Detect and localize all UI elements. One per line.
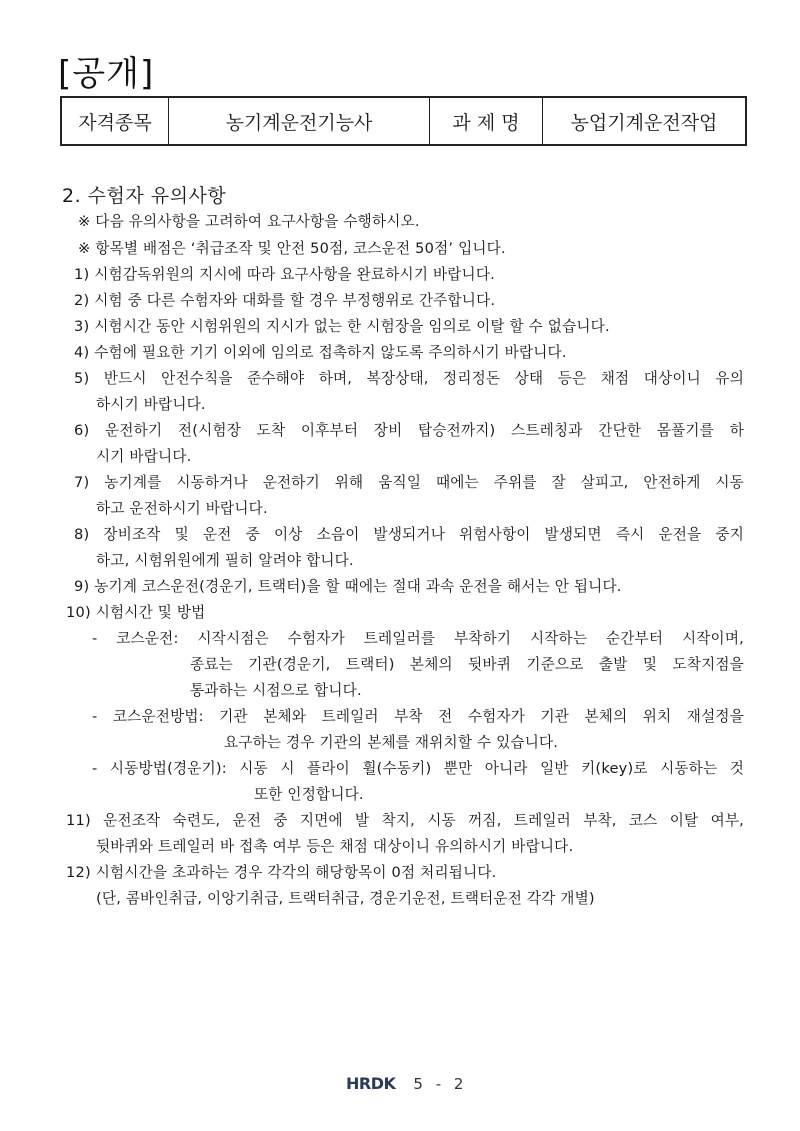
list-item: 10) 시험시간 및 방법: [66, 604, 206, 621]
list-item: (단, 콤바인취급, 이앙기취급, 트랙터취급, 경운기운전, 트랙터운전 각각 개별): [96, 890, 595, 907]
info-row: [61, 97, 746, 145]
task-label: 과 제 명: [430, 97, 543, 145]
list-item: 하고 운전하시기 바랍니다.: [96, 500, 268, 517]
list-item: 또한 인정합니다.: [254, 786, 364, 803]
list-item: 11) 운전조작 숙련도, 운전 중 지면에 발 착지, 시동 꺼짐, 트레일러 부착, 코스 이탈 여부,: [66, 812, 745, 829]
list-item: 12) 시험시간을 초과하는 경우 각각의 해당항목이 0점 처리됩니다.: [66, 864, 497, 881]
list-item: - 시동방법(경운기): 시동 시 플라이 휠(수동키) 뿐만 아니라 일반 키(key)로 시동하는 것: [92, 760, 744, 777]
list-item: 3) 시험시간 동안 시험위원의 지시가 없는 한 시험장을 임의로 이탈 할 수 없습니다.: [74, 318, 610, 335]
list-item: 통과하는 시점으로 합니다.: [190, 682, 362, 699]
list-item: 시기 바랍니다.: [96, 448, 192, 465]
list-item: 요구하는 경우 기관의 본체를 재위치할 수 있습니다.: [224, 734, 559, 751]
public-tag: [공개]: [58, 54, 155, 94]
qual-label: 자격종목: [61, 97, 169, 145]
list-item: - 코스운전방법: 기관 본체와 트레일러 부착 전 수험자가 기관 본체의 위치 재설정을: [92, 708, 744, 725]
list-item: - 코스운전: 시작시점은 수험자가 트레일러를 부착하기 시작하는 순간부터 시작이며,: [92, 630, 744, 647]
list-item: 하고, 시험위원에게 필히 알려야 합니다.: [96, 552, 354, 569]
list-item: ※ 항목별 배점은 ‘취급조작 및 안전 50점, 코스운전 50점’ 입니다.: [78, 240, 506, 257]
list-item: 종료는 기관(경운기, 트랙터) 본체의 뒷바퀴 기준으로 출발 및 도착지점을: [190, 656, 744, 673]
list-item: 하시기 바랍니다.: [96, 396, 206, 413]
list-item: 4) 수험에 필요한 기기 이외에 임의로 접촉하지 않도록 주의하시기 바랍니다.: [74, 344, 567, 361]
list-item: 2) 시험 중 다른 수험자와 대화를 할 경우 부정행위로 간주합니다.: [74, 292, 496, 309]
list-item: 8) 장비조작 및 운전 중 이상 소음이 발생되거나 위험사항이 발생되면 즉시 운전을 중지: [74, 526, 744, 543]
list-item: 9) 농기계 코스운전(경운기, 트랙터)을 할 때에는 절대 과속 운전을 해서는 안 됩니다.: [74, 578, 622, 595]
page-footer: [346, 1074, 467, 1093]
list-item: 7) 농기계를 시동하거나 운전하기 위해 움직일 때에는 주위를 잘 살피고, 안전하게 시동: [74, 474, 744, 491]
list-item: 뒷바퀴와 트레일러 바 접촉 여부 등은 채점 대상이니 유의하시기 바랍니다.: [96, 838, 574, 855]
info-table: [60, 96, 747, 146]
page-number: 5 - 2: [413, 1074, 468, 1093]
hrdk-logo: HRDK: [346, 1074, 396, 1093]
list-item: ※ 다음 유의사항을 고려하여 요구사항을 수행하시오.: [78, 213, 420, 230]
list-item: 5) 반드시 안전수칙을 준수해야 하며, 복장상태, 정리정돈 상태 등은 채점 대상이니 유의: [74, 370, 744, 387]
qual-value: 농기계운전기능사: [169, 97, 430, 145]
task-value: 농업기계운전작업: [543, 97, 747, 145]
list-item: 6) 운전하기 전(시험장 도착 이후부터 장비 탑승전까지) 스트레칭과 간단한 몸풀기를 하: [74, 422, 744, 439]
list-item: 1) 시험감독위원의 지시에 따라 요구사항을 완료하시기 바랍니다.: [74, 266, 495, 283]
section-title: 2. 수험자 유의사항: [62, 185, 227, 207]
